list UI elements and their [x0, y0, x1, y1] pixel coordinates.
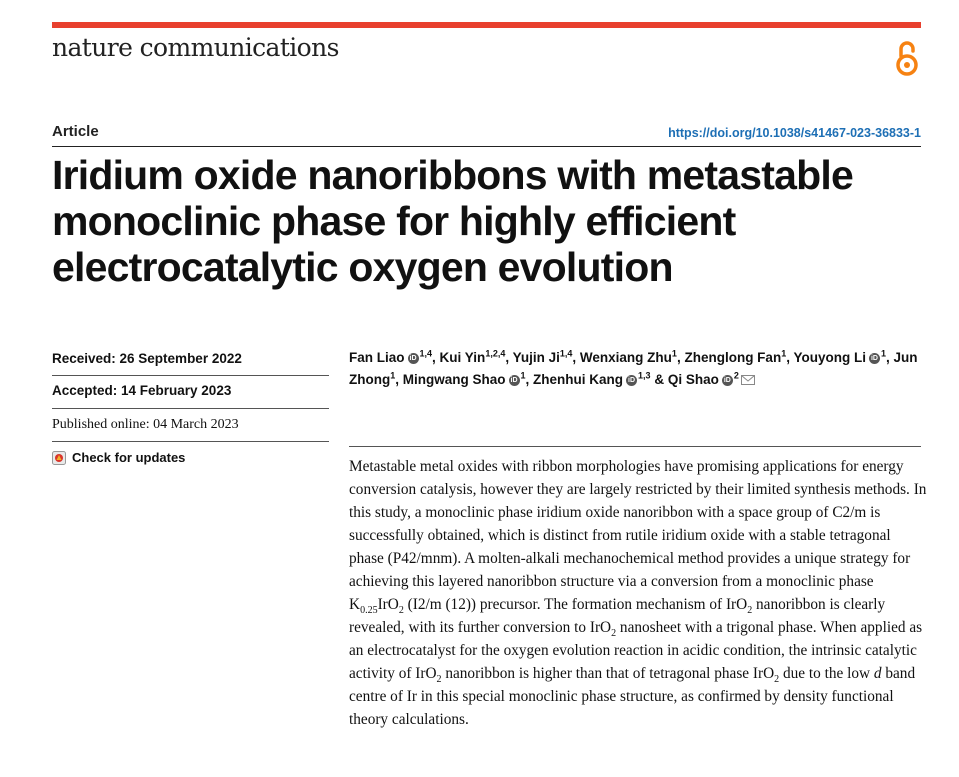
article-type: Article: [52, 123, 99, 140]
author-name[interactable]: Zhenglong Fan$^1$: [684, 348, 787, 365]
author-name[interactable]: Zhenhui Kang iD $^{1,3}$: [533, 370, 651, 387]
author-name[interactable]: Fan Liao iD $^{1,4}$: [349, 348, 433, 365]
author-name[interactable]: Youyong Li iD $^1$: [793, 348, 886, 365]
meta-divider: [52, 375, 329, 376]
author-separator: ,: [505, 350, 513, 365]
orcid-icon[interactable]: iD: [870, 354, 878, 362]
author-separator: ,: [395, 372, 403, 387]
affiliation-marker: 2: [733, 370, 739, 381]
author-separator: ,: [525, 372, 534, 387]
affiliation-marker: 1: [781, 348, 787, 359]
author-name[interactable]: Jun Zhong$^1$: [349, 350, 918, 387]
affiliation-marker: 1: [390, 370, 396, 381]
author-name[interactable]: Kui Yin$^{1,2,4}$: [439, 348, 506, 365]
author-separator: ,: [676, 350, 685, 365]
orcid-icon[interactable]: iD: [409, 354, 417, 362]
affiliation-marker: 1: [520, 370, 526, 381]
author-name[interactable]: Yujin Ji$^{1,4}$: [512, 348, 573, 365]
open-access-lock-icon: [893, 40, 921, 76]
author-separator: ,: [886, 350, 894, 365]
author-name[interactable]: Mingwang Shao iD $^1$: [402, 370, 526, 387]
author-list: [349, 347, 924, 391]
check-for-updates-icon: [52, 451, 66, 465]
abstract: Metastable metal oxides with ribbon morphologies have promising applications for energy conversion catalysis, however they are largely restricted by their limited synthesis methods. In this study, a monoclinic phase iridium oxide nanoribbon with a space group of C2/m is successfully obtained, which is distinct from rutile iridium oxide with a stable tetragonal phase (P42/mnm). A molten-alkali mechanochemical method provides a unique strategy for achieving this layered nanoribbon structure via a conversion from a monoclinic phase $K_{0.25}IrO_2$ (I2/m (12)) precursor. The formation mechanism of IrO$_2$ nanoribbon is clearly revealed, with its further conversion to IrO$_2$ nanosheet with a trigonal phase. When applied as an electrocatalyst for the oxygen evolution reaction in acidic condition, the intrinsic catalytic activity of IrO$_2$ nanoribbon is higher than that of tetragonal phase IrO$_2$ due to the low d band centre of Ir in this special monoclinic phase structure, as confirmed by density functional theory calculations.: [349, 458, 927, 728]
affiliation-marker: 1,2,4: [485, 348, 506, 359]
author-separator: ,: [572, 350, 580, 365]
article-title: Iridium oxide nanoribbons with metastable monoclinic phase for highly efficient electrocatalytic oxygen evolution: [52, 152, 853, 290]
published-date: Published online: 04 March 2023: [52, 417, 239, 432]
accepted-date: Accepted: 14 February 2023: [52, 383, 232, 398]
affiliation-marker: 1,4: [419, 348, 433, 359]
orcid-icon[interactable]: iD: [510, 376, 518, 384]
journal-name: nature communications: [52, 33, 339, 62]
author-separator: ,: [432, 350, 440, 365]
affiliation-marker: 1: [880, 348, 886, 359]
author-separator: &: [650, 372, 668, 387]
check-for-updates-label: Check for updates: [72, 450, 186, 465]
affiliation-marker: 1: [671, 348, 677, 359]
journal-accent-bar: [52, 22, 921, 28]
abstract-divider: [349, 446, 921, 447]
author-separator: ,: [786, 350, 794, 365]
author-name[interactable]: Qi Shao iD $^2$: [668, 372, 755, 387]
meta-divider: [52, 441, 329, 442]
affiliation-marker: 1,4: [559, 348, 573, 359]
email-envelope-icon[interactable]: [741, 375, 755, 385]
author-name[interactable]: Wenxiang Zhu$^1$: [579, 348, 677, 365]
doi-link[interactable]: https://doi.org/10.1038/s41467-023-36833-1: [668, 126, 921, 140]
check-for-updates-button[interactable]: [52, 450, 329, 465]
orcid-icon[interactable]: iD: [628, 376, 636, 384]
orcid-icon[interactable]: iD: [723, 376, 731, 384]
received-date: Received: 26 September 2022: [52, 351, 242, 366]
meta-divider: [52, 408, 329, 409]
affiliation-marker: 1,3: [638, 370, 651, 381]
header-divider: [52, 146, 921, 147]
